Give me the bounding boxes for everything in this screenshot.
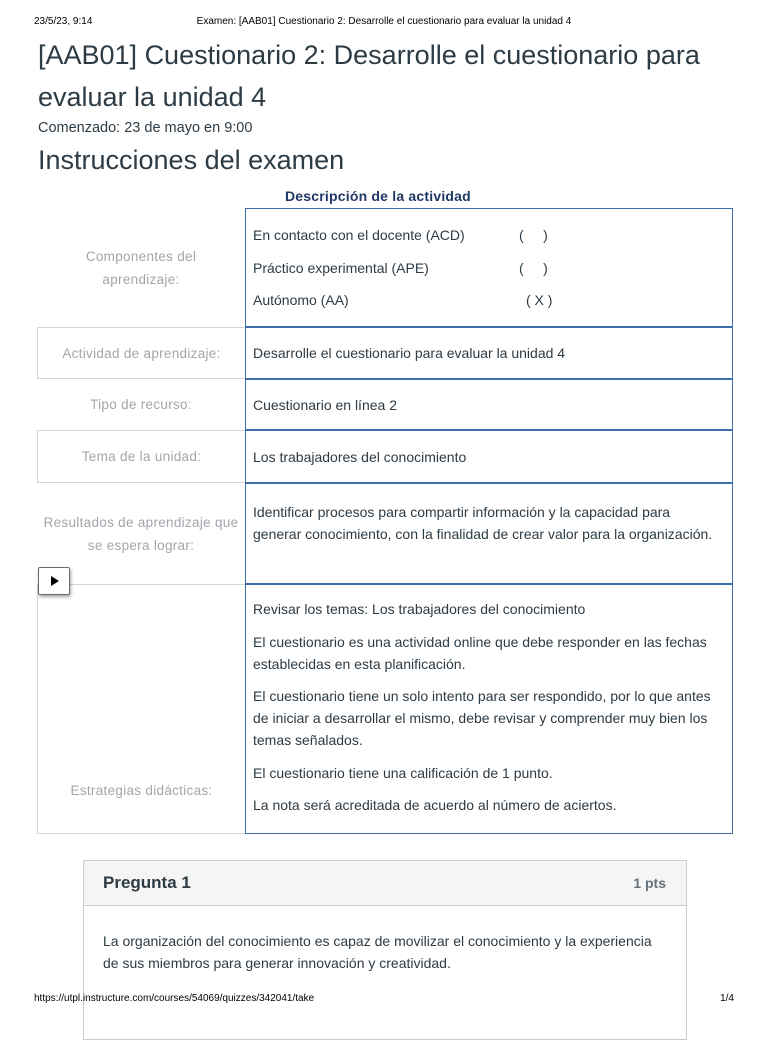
estrategia-paragraph: La nota será acreditada de acuerdo al número de aciertos. — [253, 797, 617, 813]
label-tema: Tema de la unidad: — [37, 430, 245, 483]
question-points: 1 pts — [633, 875, 666, 891]
value-tema: Los trabajadores del conocimiento — [245, 430, 733, 483]
row-resultados — [37, 483, 733, 584]
value-resultados: Identificar procesos para compartir información y la capacidad para generar conocimiento, con la finalidad de crear valor para la organización. — [245, 483, 733, 584]
print-header — [34, 16, 734, 27]
row-estrategias — [37, 584, 733, 834]
label-estrategias: Estrategias didácticas: — [37, 584, 245, 834]
estrategia-paragraph: El cuestionario es una actividad online que debe responder en las fechas establecidas en esta planificación. — [253, 633, 707, 672]
instructions-title: Instrucciones del examen — [38, 145, 345, 175]
label-actividad: Actividad de aprendizaje: — [37, 327, 245, 379]
componente-ape: Práctico experimental (APE) ( ) — [253, 259, 548, 276]
row-tema — [37, 430, 733, 483]
row-actividad — [37, 327, 733, 379]
quiz-started-text: Comenzado: 23 de mayo en 9:00 — [38, 120, 253, 136]
value-componentes — [245, 208, 733, 327]
print-url: https://utpl.instructure.com/courses/54069/quizzes/342041/take — [34, 993, 315, 1004]
print-title: Examen: [AAB01] Cuestionario 2: Desarrolle el cuestionario para evaluar la unidad 4 — [196, 16, 572, 27]
print-footer — [34, 993, 734, 1004]
play-button[interactable] — [38, 567, 70, 595]
componente-aa: Autónomo (AA) ( X ) — [253, 292, 553, 309]
row-componentes — [37, 208, 733, 327]
label-resultados: Resultados de aprendizaje que se espera lograr: — [43, 514, 239, 553]
estrategia-paragraph: El cuestionario tiene una calificación de 1 punto. — [253, 764, 553, 781]
label-tipo: Tipo de recurso: — [90, 397, 192, 412]
value-actividad: Desarrolle el cuestionario para evaluar la unidad 4 — [245, 327, 733, 379]
estrategia-paragraph: El cuestionario tiene un solo intento para ser respondido, por lo que antes de iniciar a desarrollar el mismo, debe revisar y comprender muy bien los temas señalados. — [253, 688, 711, 748]
question-name: Pregunta 1 — [103, 873, 191, 892]
row-tipo — [37, 379, 733, 430]
estrategia-paragraph: Revisar los temas: Los trabajadores del conocimiento — [253, 601, 586, 617]
description-heading: Descripción de la actividad — [285, 188, 471, 204]
question-text: La organización del conocimiento es capaz de movilizar el conocimiento y la experiencia de sus miembros para generar innovación y creatividad. — [103, 933, 652, 971]
value-estrategias — [245, 584, 733, 834]
value-tipo: Cuestionario en línea 2 — [245, 379, 733, 430]
label-componentes: Componentes del aprendizaje: — [85, 248, 197, 287]
componente-acd: En contacto con el docente (ACD) ( ) — [253, 227, 548, 244]
print-page-number: 1/4 — [720, 993, 734, 1004]
quiz-title: [AAB01] Cuestionario 2: Desarrolle el cuestionario para evaluar la unidad 4 — [38, 40, 700, 112]
print-datetime: 23/5/23, 9:14 — [34, 16, 93, 27]
activity-description-table — [37, 208, 733, 834]
question-card — [83, 860, 687, 1040]
question-header — [84, 861, 686, 906]
play-icon — [51, 576, 59, 586]
